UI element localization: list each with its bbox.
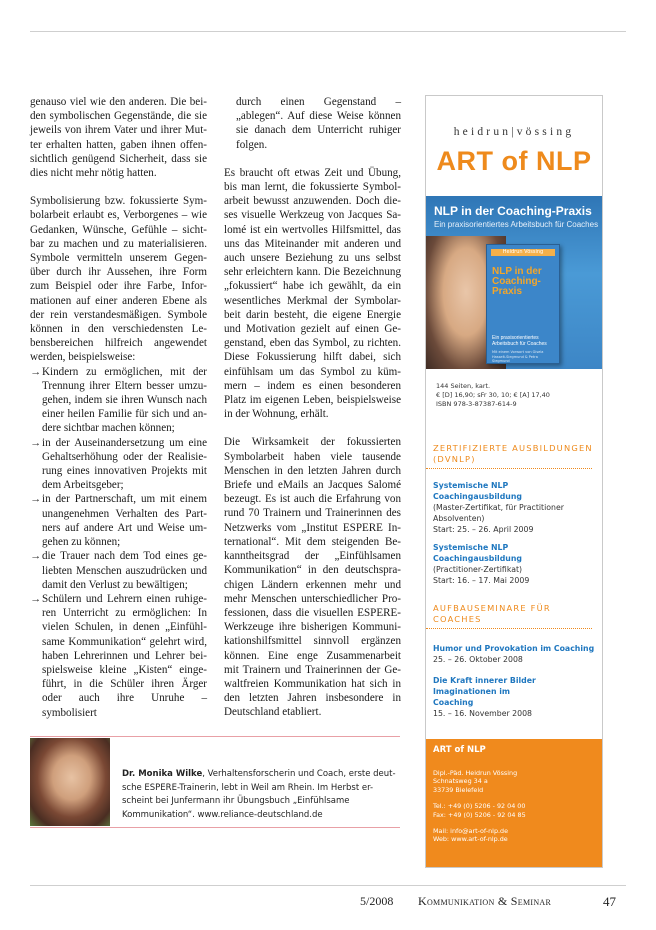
- book-image: [486, 244, 560, 364]
- list-item: → die Trauer nach dem Tod eines ge-liebten Menschen auszudrücken und damit den Verlust zu bewältigen;: [30, 550, 207, 591]
- list-item: → Kindern zu ermöglichen, mit der Trennung ihrer Eltern besser umzu-gehen, indem sie ihren Wunsch nach einer heilen Familie für sich und an-dere sichtbar machen können;: [30, 365, 207, 435]
- arrow-icon: →: [30, 493, 42, 506]
- page-number: 47: [603, 894, 616, 909]
- list-item: → in der Auseinandersetzung um eine Gehaltserhöhung oder der Realisie-rung eines innovativen Projekts mit dem Arbeitsgeber;: [30, 436, 207, 492]
- contact-heading: ART of NLP: [433, 745, 486, 755]
- advertisement[interactable]: [425, 95, 603, 868]
- section-title: ZERTIFIZIERTE AUSBILDUNGEN (DVNLP): [433, 443, 593, 464]
- arrow-icon: →: [30, 550, 42, 563]
- contact-box: [426, 739, 602, 867]
- web-link[interactable]: Web: www.art-of-nlp.de: [433, 835, 508, 844]
- book-title: NLP in der Coaching-Praxis: [492, 266, 542, 297]
- book-foreword: Mit einem Vorwort von Gisela Hasselt-Siegmund & Petra Siegmund: [492, 350, 544, 363]
- author-bio: Dr. Monika Wilke, Verhaltensforscherin und Coach, erste deut-sche ESPERE-Trainerin, lebt in Weil am Rhein. Im Herbst er-scheint bei Junfermann ihr Übungsbuch „Einfühlsame Kommunikation“. www.reliance-deutschland.de: [122, 769, 396, 820]
- bio-top-rule: [30, 736, 400, 737]
- ad-brand: heidrun|vössing: [453, 126, 575, 138]
- article-paragraph: Symbolisierung bzw. fokussierte Sym-bolarbeit erlaubt es, Verborgenes – wie Gedanken, Wünsche, Gefühle – sicht-bar zu machen und zu materialisieren. Symbole vermitteln unserem Gegen-über durch ihr Aussehen, ihre Form zum Beispiel oder ihre Farbe, Infor-mationen auf einer anderen Ebene als der rein verstandesmäßigen. Symbole können in den verschiedensten Le-bensbereichen hilfreich angewendet werden, beispielsweise:: [30, 195, 207, 364]
- course-entry[interactable]: Systemische NLP Coachingausbildung (Practitioner-Zertifikat) Start: 16. – 17. Mai 2009: [433, 543, 530, 585]
- seminar-entry[interactable]: Die Kraft innerer Bilder Imaginationen im Coaching 15. – 16. November 2008: [433, 676, 536, 718]
- list-item: → in der Partnerschaft, um mit einem unangenehmen Verhalten des Part-ners auf andere Art und Weise um-gehen zu können;: [30, 493, 207, 549]
- top-rule: [30, 31, 626, 32]
- example-list: [30, 365, 207, 720]
- magazine-name: Kommunikation & Seminar: [418, 894, 552, 908]
- section-divider: [426, 628, 592, 630]
- article-paragraph: durch einen Gegenstand – „ablegen“. Auf diese Weise können sie danach dem Unterricht ruhiger folgen.: [236, 96, 401, 151]
- ad-logo: ART of NLP: [436, 146, 592, 176]
- cover-subtitle: Ein praxisorientiertes Arbeitsbuch für Coaches: [434, 220, 599, 229]
- email-link[interactable]: Mail: info@art-of-nlp.de: [433, 827, 509, 836]
- bio-bottom-rule: [30, 827, 400, 828]
- article-column-2: [224, 95, 401, 734]
- article-paragraph: Die Wirksamkeit der fokussierten Symbolarbeit haben viele tausende Menschen in den letzten Jahren durch Briefe und eMails an Jacques Salomé bezeugt. Es ist auch die Erfahrung von rund 70 Trainern und Trainerinnen des Netzwerks vom „Institut ESPERE In-ternational“. Mit dem steigenden Be-kanntheitsgrad der „Einfühlsamen Kommunikation“ in den deutschspra-chigen Ländern erkennen mehr und mehr Menschen unterschiedlicher Pro-fessionen, dass die visuellen ESPERE-Werkzeuge ihre bisherigen Kommuni-kationshilfsmittel sinnvoll ergänzen können. Eine enge Zusammenarbeit mit Trainern und Trainerinnen der Ge-waltfreien Kommunikation hat sich in den letzten Jahren insbesondere in Deutschland etabliert.: [224, 436, 401, 719]
- section-title: AUFBAUSEMINARE FÜR COACHES: [433, 603, 551, 624]
- book-author: Heidrun Vössing: [491, 249, 555, 256]
- course-entry[interactable]: Systemische NLP Coachingausbildung (Master-Zertifikat, für Practitioner Absolventen) Start: 25. – 26. April 2009: [433, 481, 564, 534]
- arrow-icon: →: [30, 436, 42, 449]
- author-photo: [30, 738, 110, 826]
- list-item: → Schülern und Lehrern einen ruhige-ren Unterricht zu ermöglichen: In vielen Schulen, in denen „Einfühl-same Kommunikation“ gelehrt wird, haben Lehrerinnen und Lehrer bei-spielsweise kleine „Kisten“ einge-führt, in die Schüler ihren Ärger oder auch ihre Unruhe – symbolisiert: [30, 592, 207, 719]
- book-subtitle: Ein praxisorientiertes Arbeitsbuch für Coaches: [492, 335, 547, 347]
- seminar-entry[interactable]: Humor und Provokation im Coaching 25. – 26. Oktober 2008: [433, 644, 595, 664]
- arrow-icon: →: [30, 592, 42, 605]
- article-paragraph: genauso viel wie den anderen. Die bei-den symbolischen Gegenstände, die sie jeweils von ihrem Vater und ihrer Mut-ter erhalten hatten, gaben ihnen offen-sichtlich genügend Sicherheit, dass sie dies nicht mehr nötig hatten.: [30, 96, 207, 180]
- contact-details: Dipl.-Päd. Heidrun Vössing Schnatsweg 34 a 33739 Bielefeld Tel.: +49 (0) 5206 - 92 04 00 Fax: +49 (0) 5206 - 92 04 85 Mail: info@art-of-nlp.de Web: www.art-of-nlp.de: [433, 769, 526, 844]
- bottom-rule: [30, 885, 626, 886]
- phone: Tel.: +49 (0) 5206 - 92 04 00: [433, 802, 526, 811]
- arrow-icon: →: [30, 365, 42, 378]
- article-paragraph: Es braucht oft etwas Zeit und Übung, bis man lernt, die fokussierte Symbol-arbeit bewusst anzuwenden. Doch die-ses visuelle Werkzeug von Jacques Sa-lomé ist ein wertvolles Hilfsmittel, das uns das Miteinander mit anderen und auch unsere Beziehung zu uns selbst sehr erleichtern kann. Die Bezeichnung „fokussiert“ habe ich gewählt, da ein wesentliches Merkmal der Symbolar-beit darin besteht, die eigene Energie und Motivation gezielt auf einen Ge-genstand, eben das Symbol, zu richten. Diese Fokussierung hilft dabei, sich einfühlsam um das Symbol zu küm-mern – indem es einen besonderen Platz im eigenen Leben, beispielsweise in der Wohnung, erhält.: [224, 166, 401, 421]
- article-column-1: [30, 95, 207, 720]
- author-name: Dr. Monika Wilke: [122, 769, 203, 779]
- book-specs: 144 Seiten, kart. € [D] 16,90; sFr 30, 10; € [A] 17,40 ISBN 978-3-87387-614-9: [436, 382, 550, 408]
- cover-title: NLP in der Coaching-Praxis: [434, 204, 592, 218]
- book-cover-banner: [426, 196, 602, 369]
- fax: Fax: +49 (0) 5206 - 92 04 85: [433, 810, 526, 819]
- issue-number: 5/2008: [360, 894, 394, 908]
- section-divider: [426, 468, 592, 470]
